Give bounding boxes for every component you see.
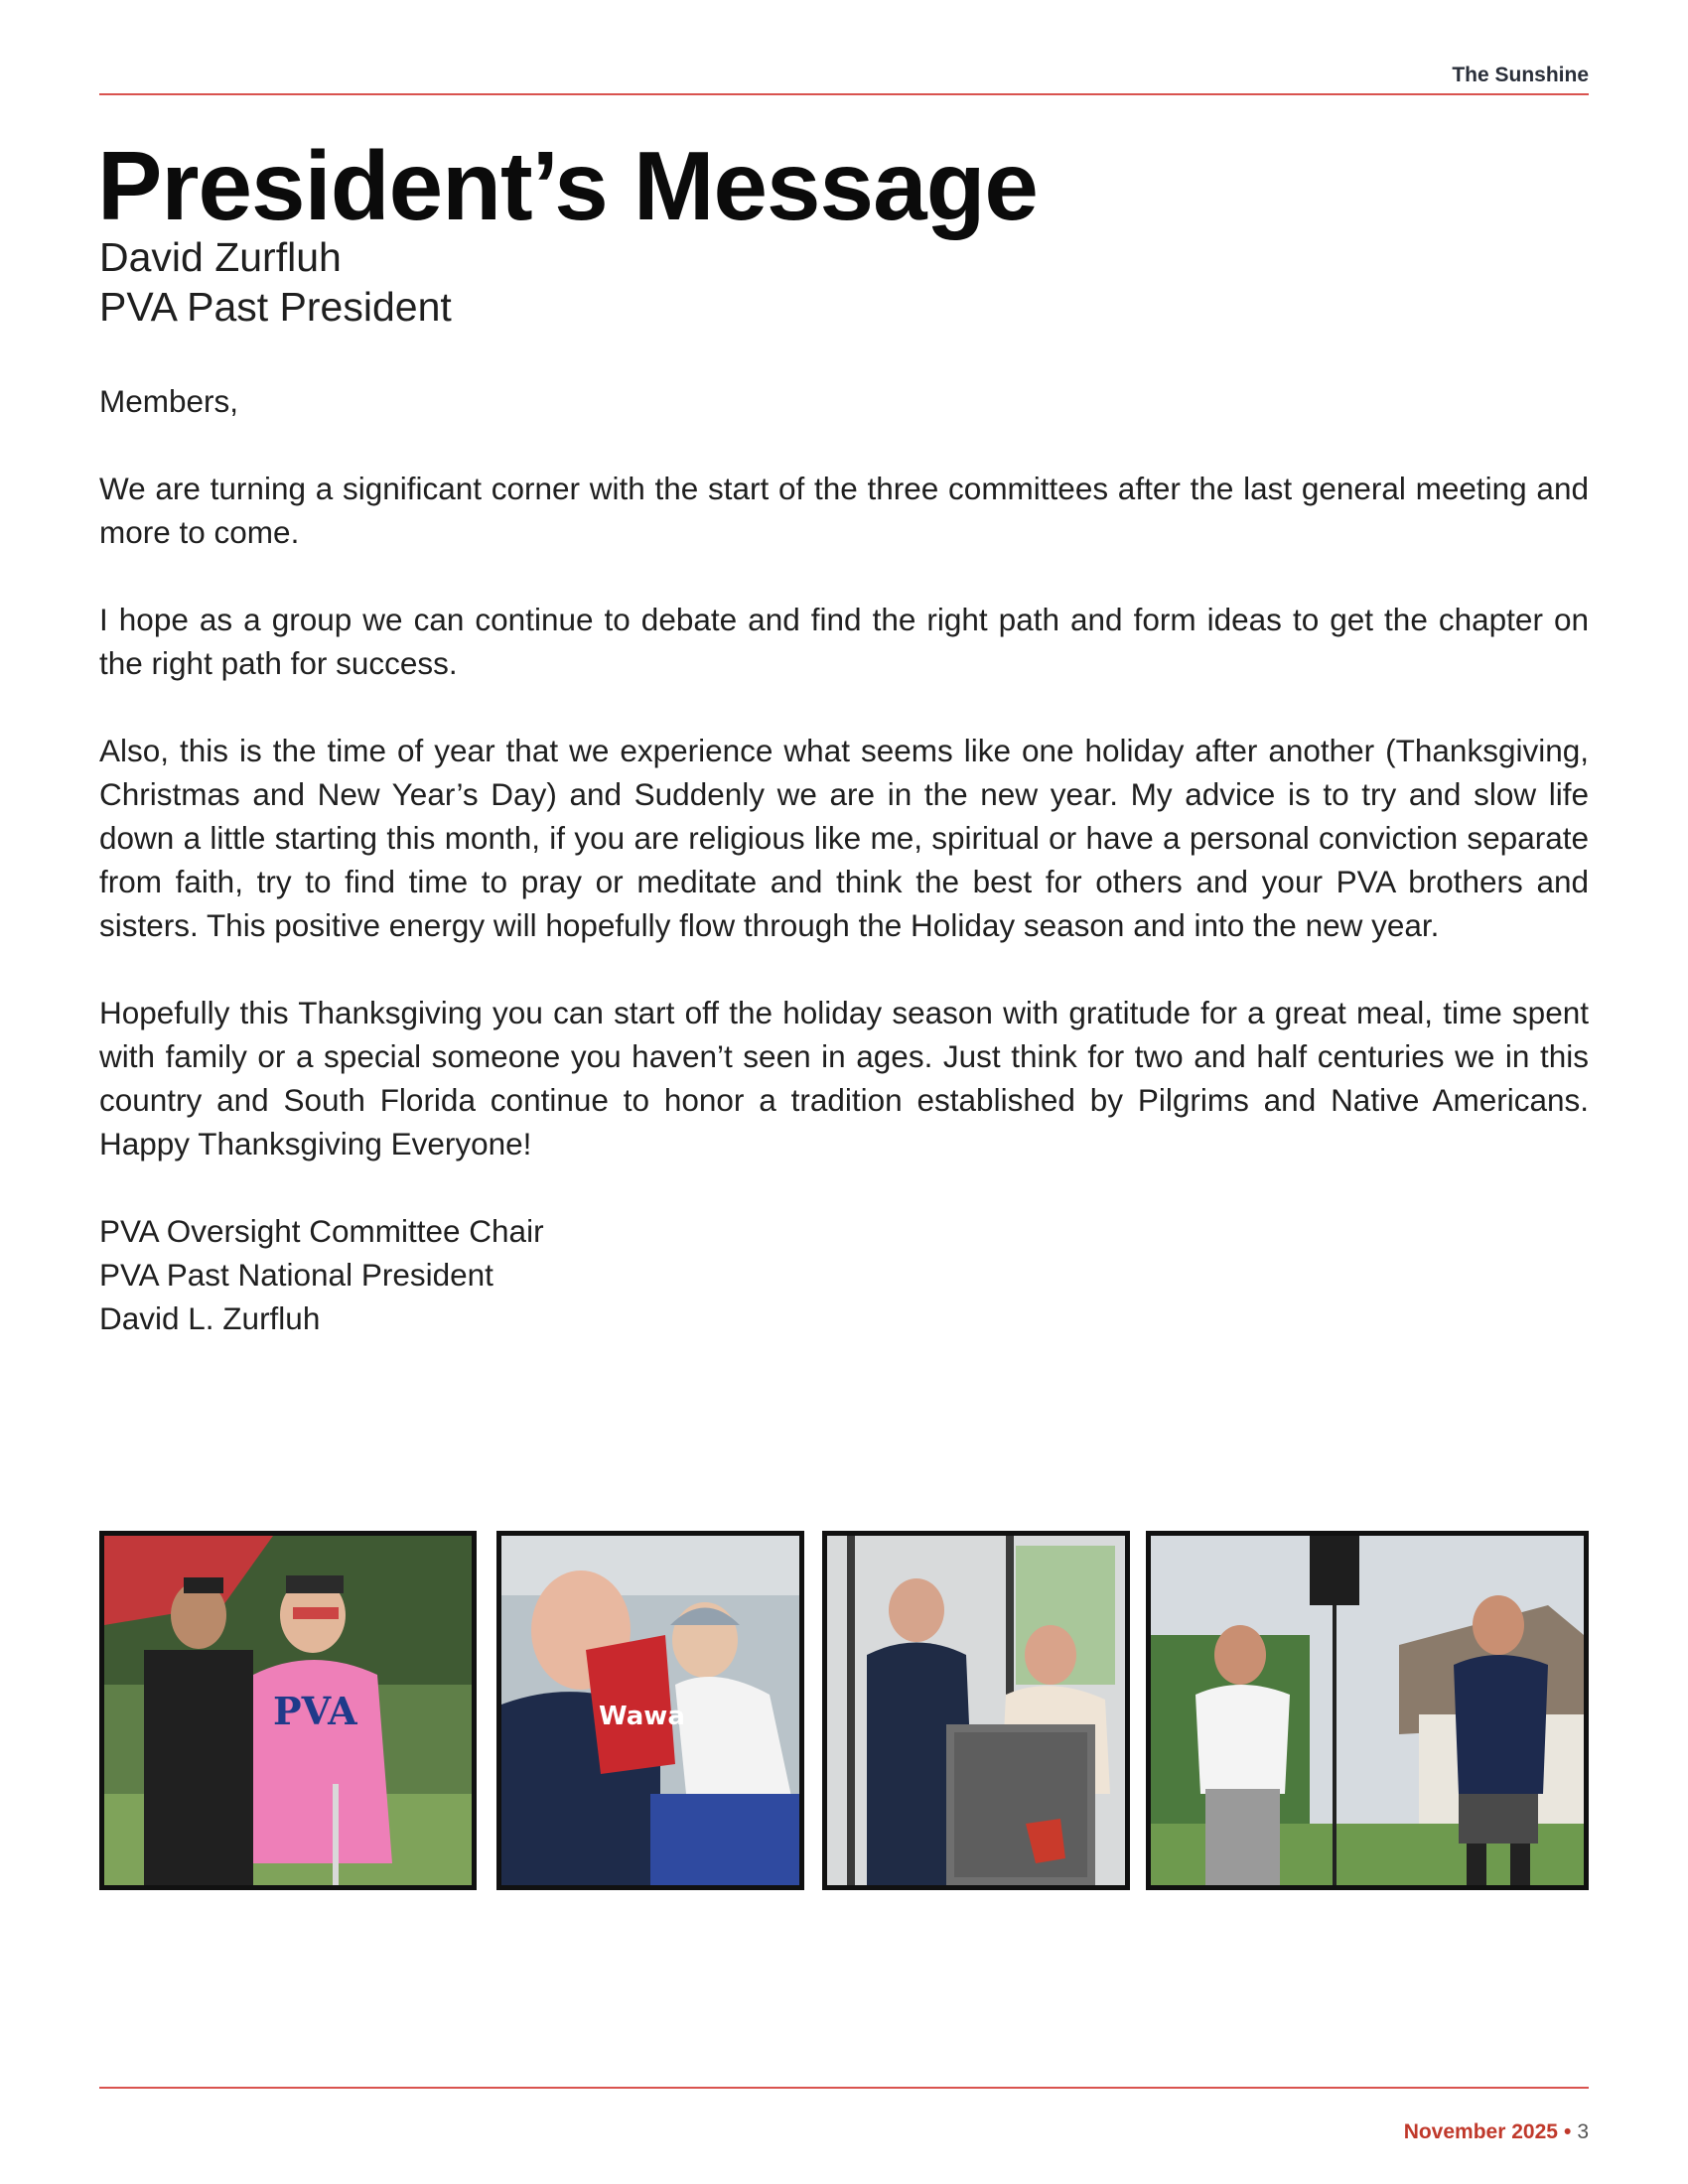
header-rule <box>99 93 1589 95</box>
paragraph-2: I hope as a group we can continue to debate and find the right path and form ideas to get the chapter on the right path for success. <box>99 602 1589 681</box>
article-title: President’s Message <box>97 131 1038 240</box>
photo-speaker-podium <box>822 1531 1130 1890</box>
publication-name: The Sunshine <box>1452 64 1589 86</box>
photo-1-shirt-text: PVA <box>273 1689 357 1733</box>
article-body <box>99 379 1589 1340</box>
byline <box>99 232 452 332</box>
paragraph-4: Hopefully this Thanksgiving you can start off the holiday season with gratitude for a great meal, time spent with family or a special someone you haven’t seen in ages. Just think for two and half centuries we in this country and South Florida continue to honor a tradition established by Pilgrims and Native Americans. Happy Thanksgiving Everyone! <box>99 995 1589 1161</box>
signature-line-2: PVA Past National President <box>99 1257 493 1293</box>
author-role: PVA Past President <box>99 284 452 330</box>
signature-line-1: PVA Oversight Committee Chair <box>99 1213 544 1249</box>
issue-date: November 2025 <box>1403 2120 1558 2143</box>
photo-2-image <box>501 1536 799 1885</box>
author-name: David Zurfluh <box>99 234 342 280</box>
paragraph-3: Also, this is the time of year that we experience what seems like one holiday after another (Thanksgiving, Christmas and New Year’s Day) and Suddenly we are in the new year. My advice is to try and slow life down a little starting this month, if you are religious like me, spiritual or have a personal conviction separate from faith, try to find time to pray or meditate and think the best for others and your PVA brothers and sisters. This positive energy will hopefully flow through the Holiday season and into the new year. <box>99 733 1589 943</box>
signature-block <box>99 1209 1589 1340</box>
photo-raffle-basket <box>496 1531 804 1890</box>
footer-rule <box>99 2087 1589 2089</box>
signature-line-3: David L. Zurfluh <box>99 1300 321 1336</box>
photo-3-image <box>827 1536 1125 1885</box>
photo-outdoor-speakers <box>1146 1531 1589 1890</box>
footer-separator: • <box>1563 2120 1572 2143</box>
salutation: Members, <box>99 383 239 419</box>
page-number: 3 <box>1577 2120 1589 2143</box>
paragraph-1: We are turning a significant corner with the start of the three committees after the last general meeting and more to come. <box>99 471 1589 550</box>
photo-1-image <box>104 1536 472 1885</box>
photo-4-image <box>1151 1536 1584 1885</box>
photo-2-bag-text: Wawa <box>599 1702 685 1731</box>
footer <box>1404 2120 1589 2144</box>
photo-golf-outing-pink-shirt <box>99 1531 477 1890</box>
